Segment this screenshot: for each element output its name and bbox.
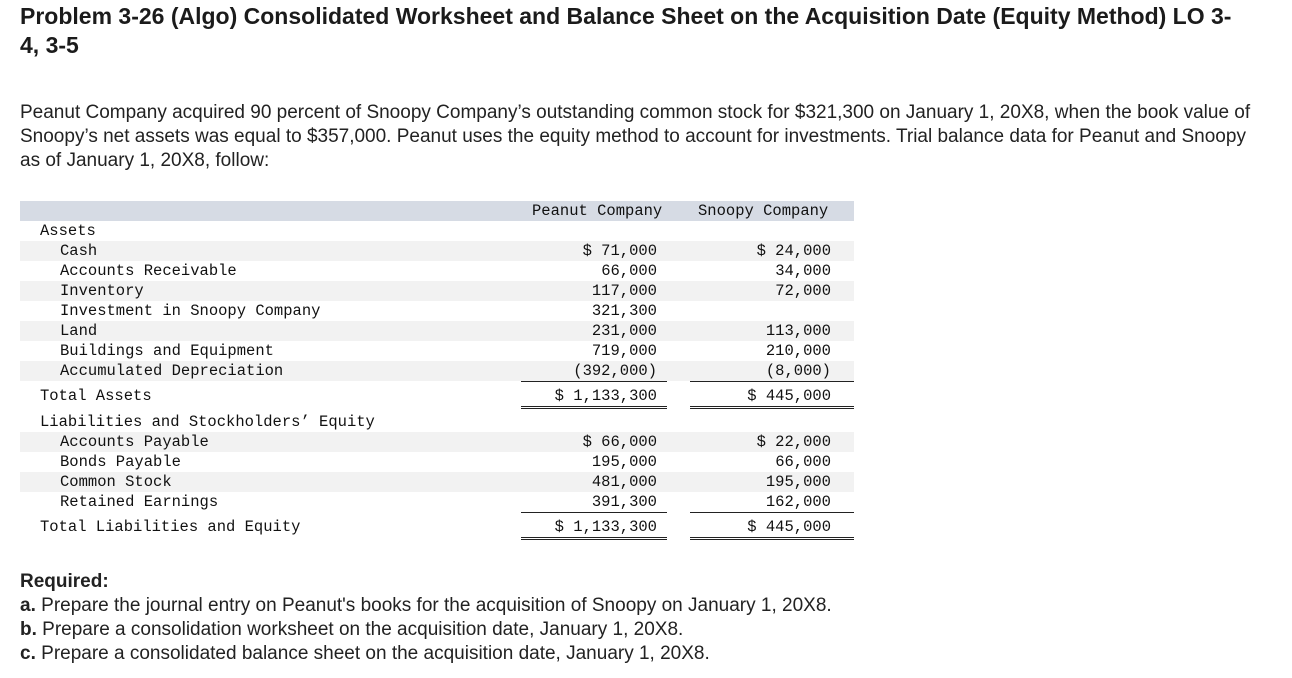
peanut-subtotal-rule (521, 381, 667, 382)
table-row (20, 472, 854, 492)
peanut-total-double-rule (521, 537, 667, 540)
peanut-value: 321,300 (591, 302, 657, 320)
table-row (20, 432, 854, 452)
assets-header-row (20, 221, 854, 241)
row-label: Retained Earnings (60, 493, 219, 511)
required-item-c (20, 642, 832, 666)
table-row (20, 361, 854, 381)
snoopy-total-double-rule (690, 537, 854, 540)
snoopy-value: (8,000) (765, 362, 831, 380)
row-label: Common Stock (60, 473, 172, 491)
snoopy-value (690, 301, 831, 321)
page-title: Problem 3-26 (Algo) Consolidated Worksheet and Balance Sheet on the Acquisition Date (Equity Method) LO 3-4, 3-5 (20, 3, 1232, 58)
spacer (20, 537, 854, 543)
snoopy-value: 72,000 (775, 282, 831, 300)
peanut-value: $ 71,000 (582, 242, 657, 260)
snoopy-value: $ 24,000 (756, 242, 831, 260)
item-letter: b. (20, 619, 37, 640)
peanut-subtotal-rule (521, 512, 667, 513)
row-label: Cash (60, 242, 98, 260)
required-item-b (20, 618, 832, 642)
problem-intro: Peanut Company acquired 90 percent of Snoopy Company’s outstanding common stock for $321,300 on January 1, 20X8, when the book value of Snoopy’s net assets was equal to $357,000. Peanut uses the equity method to account for investments. Trial balance data for Peanut and Snoopy as of January 1, 20X8, follow: (20, 102, 1251, 171)
item-letter: c. (20, 643, 36, 664)
table-header-row (20, 201, 854, 221)
peanut-value: 195,000 (591, 453, 657, 471)
table-row (20, 261, 854, 281)
liabilities-header-row (20, 412, 854, 432)
table-row (20, 341, 854, 361)
snoopy-subtotal-rule (690, 381, 854, 382)
snoopy-value: 195,000 (765, 473, 831, 491)
total-liabilities-label: Total Liabilities and Equity (40, 518, 301, 536)
table-row (20, 492, 854, 512)
row-label: Land (60, 322, 98, 340)
col-header-peanut: Peanut Company (532, 202, 663, 220)
total-assets-row (20, 386, 854, 406)
liabilities-header: Liabilities and Stockholders’ Equity (40, 413, 375, 431)
row-label: Inventory (60, 282, 144, 300)
peanut-value: 481,000 (591, 473, 657, 491)
peanut-value: $ 66,000 (582, 433, 657, 451)
total-liabilities-row (20, 517, 854, 537)
peanut-value: 66,000 (601, 262, 657, 280)
snoopy-total-assets: $ 445,000 (747, 387, 831, 405)
row-label: Buildings and Equipment (60, 342, 274, 360)
row-label: Investment in Snoopy Company (60, 302, 321, 320)
snoopy-total-double-rule (690, 406, 854, 409)
table-row (20, 452, 854, 472)
assets-header: Assets (40, 222, 96, 240)
peanut-value: 231,000 (591, 322, 657, 340)
snoopy-value: 66,000 (775, 453, 831, 471)
item-text: Prepare the journal entry on Peanut's books for the acquisition of Snoopy on January 1, 20X8. (41, 595, 832, 616)
peanut-total-double-rule (521, 406, 667, 409)
peanut-value: (392,000) (573, 362, 657, 380)
snoopy-subtotal-rule (690, 512, 854, 513)
total-assets-label: Total Assets (40, 387, 152, 405)
snoopy-value: $ 22,000 (756, 433, 831, 451)
peanut-total-assets: $ 1,133,300 (554, 387, 657, 405)
row-label: Accounts Payable (60, 433, 209, 451)
peanut-value: 391,300 (591, 493, 657, 511)
peanut-value: 719,000 (591, 342, 657, 360)
table-row (20, 321, 854, 341)
item-text: Prepare a consolidation worksheet on the acquisition date, January 1, 20X8. (42, 619, 684, 640)
item-text: Prepare a consolidated balance sheet on the acquisition date, January 1, 20X8. (41, 643, 710, 664)
snoopy-value: 113,000 (765, 322, 831, 340)
row-label: Accumulated Depreciation (60, 362, 284, 380)
row-label: Bonds Payable (60, 453, 181, 471)
table-row (20, 241, 854, 261)
snoopy-value: 162,000 (765, 493, 831, 511)
table-row (20, 281, 854, 301)
col-header-snoopy: Snoopy Company (698, 202, 829, 220)
peanut-value: 117,000 (591, 282, 657, 300)
table-row (20, 301, 854, 321)
trial-balance-table (20, 201, 854, 543)
row-label: Accounts Receivable (60, 262, 237, 280)
snoopy-total-liabilities: $ 445,000 (747, 518, 831, 536)
peanut-total-liabilities: $ 1,133,300 (554, 518, 657, 536)
required-item-a (20, 594, 832, 618)
item-letter: a. (20, 595, 36, 616)
snoopy-value: 34,000 (775, 262, 831, 280)
snoopy-value: 210,000 (765, 342, 831, 360)
required-heading: Required: (20, 571, 109, 592)
required-section (20, 570, 832, 666)
